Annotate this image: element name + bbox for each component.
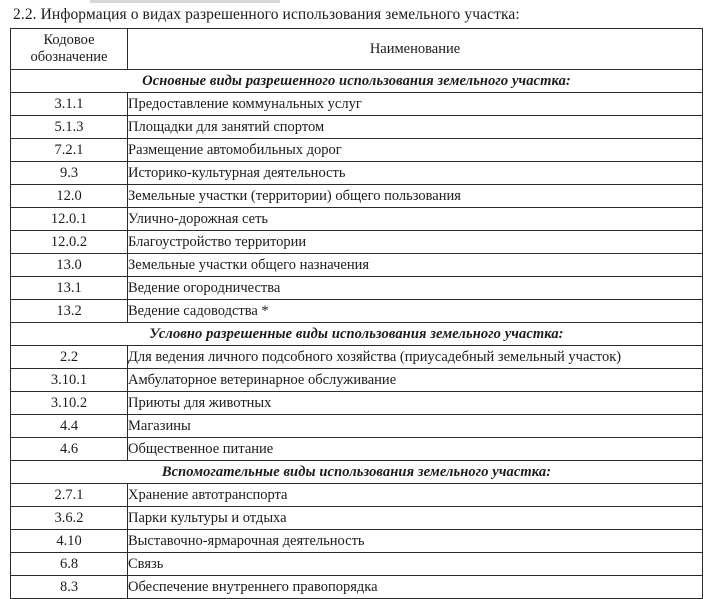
- table-row: [11, 162, 703, 185]
- table-row: [11, 576, 703, 599]
- cell-code: 13.1: [11, 277, 128, 300]
- cell-code: 4.10: [11, 530, 128, 553]
- cell-code: 3.6.2: [11, 507, 128, 530]
- column-header-code: Кодовое обозначение: [11, 29, 128, 70]
- cell-code: 2.2: [11, 346, 128, 369]
- table-row: [11, 484, 703, 507]
- table-row: [11, 507, 703, 530]
- cell-name: Историко-культурная деятельность: [128, 162, 703, 185]
- table-row: [11, 346, 703, 369]
- cell-name: Общественное питание: [128, 438, 703, 461]
- table-row: [11, 392, 703, 415]
- land-use-table: [10, 28, 703, 599]
- cell-name: Амбулаторное ветеринарное обслуживание: [128, 369, 703, 392]
- cell-name: Площадки для занятий спортом: [128, 116, 703, 139]
- cell-name: Обеспечение внутреннего правопорядка: [128, 576, 703, 599]
- cell-name: Парки культуры и отдыха: [128, 507, 703, 530]
- table-group-row: [11, 323, 703, 346]
- table-row: [11, 438, 703, 461]
- cell-name: Магазины: [128, 415, 703, 438]
- cell-code: 3.1.1: [11, 93, 128, 116]
- cell-name: Выставочно-ярмарочная деятельность: [128, 530, 703, 553]
- column-header-name: Наименование: [128, 29, 703, 70]
- cell-name: Хранение автотранспорта: [128, 484, 703, 507]
- table-header-row: [11, 29, 703, 70]
- table-group-title: Основные виды разрешенного использования земельного участка:: [11, 70, 703, 93]
- table-row: [11, 231, 703, 254]
- table-row: [11, 530, 703, 553]
- cell-code: 7.2.1: [11, 139, 128, 162]
- table-row: [11, 553, 703, 576]
- cell-code: 12.0: [11, 185, 128, 208]
- cell-name: Улично-дорожная сеть: [128, 208, 703, 231]
- cell-name: Приюты для животных: [128, 392, 703, 415]
- table-group-row: [11, 461, 703, 484]
- cell-code: 4.6: [11, 438, 128, 461]
- cell-code: 6.8: [11, 553, 128, 576]
- table-row: [11, 415, 703, 438]
- cell-name: Земельные участки (территории) общего пользования: [128, 185, 703, 208]
- scan-artifact: [90, 0, 280, 3]
- cell-code: 3.10.1: [11, 369, 128, 392]
- table-row: [11, 300, 703, 323]
- cell-code: 8.3: [11, 576, 128, 599]
- table-group-title: Условно разрешенные виды использования земельного участка:: [11, 323, 703, 346]
- table-row: [11, 139, 703, 162]
- cell-code: 3.10.2: [11, 392, 128, 415]
- table-body: [11, 70, 703, 599]
- cell-code: 9.3: [11, 162, 128, 185]
- table-row: [11, 116, 703, 139]
- table-row: [11, 277, 703, 300]
- cell-code: 12.0.2: [11, 231, 128, 254]
- table-row: [11, 93, 703, 116]
- table-row: [11, 369, 703, 392]
- cell-code: 5.1.3: [11, 116, 128, 139]
- table-group-row: [11, 70, 703, 93]
- table-header: [11, 29, 703, 70]
- section-heading: 2.2. Информация о видах разрешенного использования земельного участка:: [13, 6, 520, 23]
- cell-code: 12.0.1: [11, 208, 128, 231]
- table-row: [11, 185, 703, 208]
- cell-name: Благоустройство территории: [128, 231, 703, 254]
- cell-code: 13.2: [11, 300, 128, 323]
- table-group-title: Вспомогательные виды использования земельного участка:: [11, 461, 703, 484]
- cell-name: Предоставление коммунальных услуг: [128, 93, 703, 116]
- cell-code: 4.4: [11, 415, 128, 438]
- table-row: [11, 208, 703, 231]
- cell-name: Ведение садоводства *: [128, 300, 703, 323]
- cell-name: Земельные участки общего назначения: [128, 254, 703, 277]
- cell-name: Для ведения личного подсобного хозяйства (приусадебный земельный участок): [128, 346, 703, 369]
- cell-name: Размещение автомобильных дорог: [128, 139, 703, 162]
- cell-code: 2.7.1: [11, 484, 128, 507]
- cell-name: Ведение огородничества: [128, 277, 703, 300]
- cell-name: Связь: [128, 553, 703, 576]
- table-row: [11, 254, 703, 277]
- cell-code: 13.0: [11, 254, 128, 277]
